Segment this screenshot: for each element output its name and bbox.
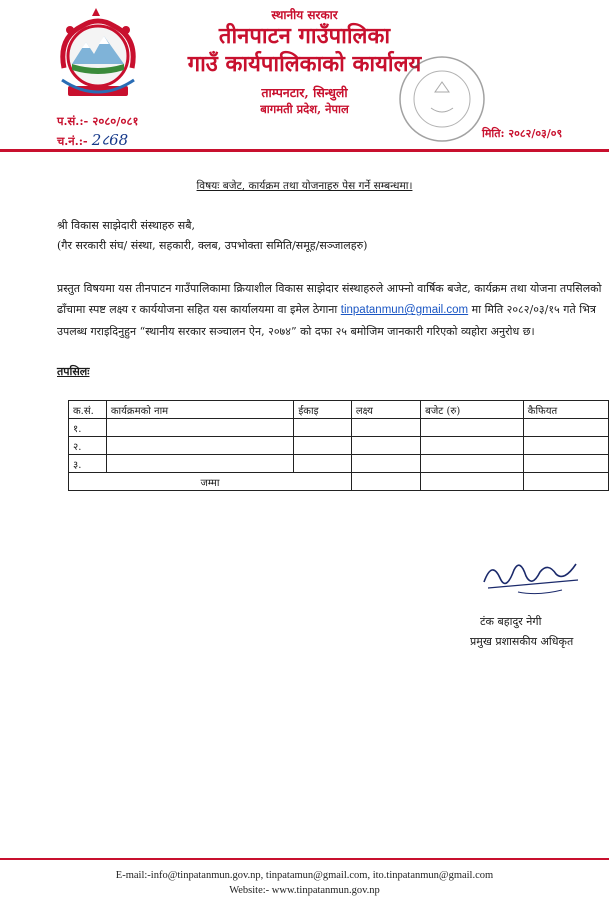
handwritten-signature xyxy=(478,552,588,598)
header-address-line-1: ताम्पनटार, सिन्धुली xyxy=(261,85,348,100)
recipient-line-1: श्री विकास साझेदारी संस्थाहरु सबै, xyxy=(57,219,195,232)
signatory-title: प्रमुख प्रशासकीय अधिकृत xyxy=(470,635,574,648)
col-header-program-name: कार्यक्रमको नाम xyxy=(106,401,294,419)
details-heading: तपसिलः xyxy=(57,365,90,378)
recipient-line-2: (गैर सरकारी संघ/ संस्था, सहकारी, क्लब, उपभोक्ता समिति/समूह/सञ्जालहरु) xyxy=(57,239,368,252)
table-cell xyxy=(106,455,294,473)
total-label: जम्मा xyxy=(69,473,352,491)
reference-number xyxy=(57,114,138,129)
body-text-part-1: प्रस्तुत विषयमा यस तीनपाटन गाउँपालिकामा क्रियाशील विकास साझेदार संस्थाहरुले आफ्नो वार्षिक बजेट, कार्यक्रम तथा योजना तपसिलको ढाँचामा स्पष्ट लक्ष्य र कार्ययोजना सहित यस कार्यालयमा वा इमेल ठेगाना xyxy=(57,282,602,316)
table-cell xyxy=(294,437,351,455)
table-cell xyxy=(351,455,420,473)
col-header-unit: ईकाइ xyxy=(294,401,351,419)
table-cell xyxy=(351,437,420,455)
header-municipality-name: तीनपाटन गाउँपालिका xyxy=(218,23,391,49)
footer-website: Website:- www.tinpatanmun.gov.np xyxy=(229,885,380,896)
reference-number-value: २०८०/०८१ xyxy=(92,114,139,128)
table-cell: २. xyxy=(69,437,107,455)
table-header-row xyxy=(69,401,609,419)
header-local-government: स्थानीय सरकार xyxy=(271,8,338,22)
table-total-row xyxy=(69,473,609,491)
table-cell xyxy=(294,455,351,473)
table-cell xyxy=(523,437,608,455)
table-cell xyxy=(523,473,608,491)
footer-divider xyxy=(0,858,609,860)
table-cell xyxy=(523,419,608,437)
letter-date: मिति: २०८२/०३/०९ xyxy=(482,127,563,140)
col-header-remarks: कैफियत xyxy=(523,401,608,419)
table-cell xyxy=(351,419,420,437)
letter-body xyxy=(57,278,609,342)
table-row xyxy=(69,455,609,473)
header-address-line-2: बागमती प्रदेश, नेपाल xyxy=(260,102,349,116)
table-cell xyxy=(421,419,524,437)
body-text-part-2: मा मिति २०८२/०३/१५ गते भित्र उपलब्ध गराइदिनुहुन “स्थानीय सरकार सञ्चालन ऐन, २०७४” को दफा २५ बमोजिम जानकारी गरिएको व्यहोरा अनुरोध छ। xyxy=(57,303,596,338)
table-cell xyxy=(421,437,524,455)
reference-number-label: प.सं.:- xyxy=(57,114,89,128)
office-stamp-icon xyxy=(395,52,489,146)
table-cell xyxy=(351,473,420,491)
dispatch-number-label: च.नं.:- xyxy=(57,134,88,148)
col-header-target: लक्ष्य xyxy=(351,401,420,419)
table-cell xyxy=(294,419,351,437)
col-header-serial: क.सं. xyxy=(69,401,107,419)
signatory-name: टंक बहादुर नेगी xyxy=(480,615,542,628)
table-cell xyxy=(421,455,524,473)
letter-subject: विषयः बजेट, कार्यक्रम तथा योजनाहरु पेस गर्ने सम्बन्धमा। xyxy=(196,180,413,192)
col-header-budget: बजेट (रु) xyxy=(421,401,524,419)
table-cell: १. xyxy=(69,419,107,437)
table-cell xyxy=(523,455,608,473)
header-divider xyxy=(0,149,609,152)
table-cell xyxy=(421,473,524,491)
table-cell: ३. xyxy=(69,455,107,473)
dispatch-number-value: 2८68 xyxy=(91,131,129,149)
header-office-name: गाउँ कार्यपालिकाको कार्यालय xyxy=(187,51,422,77)
table-row xyxy=(69,419,609,437)
table-cell xyxy=(106,437,294,455)
body-email-link[interactable]: tinpatanmun@gmail.com xyxy=(340,304,469,316)
footer-emails: E-mail:-info@tinpatanmun.gov.np, tinpatamun@gmail.com, ito.tinpatanmun@gmail.com xyxy=(115,870,494,881)
table-row xyxy=(69,437,609,455)
program-table xyxy=(68,400,609,491)
table-cell xyxy=(106,419,294,437)
dispatch-number xyxy=(57,130,128,150)
